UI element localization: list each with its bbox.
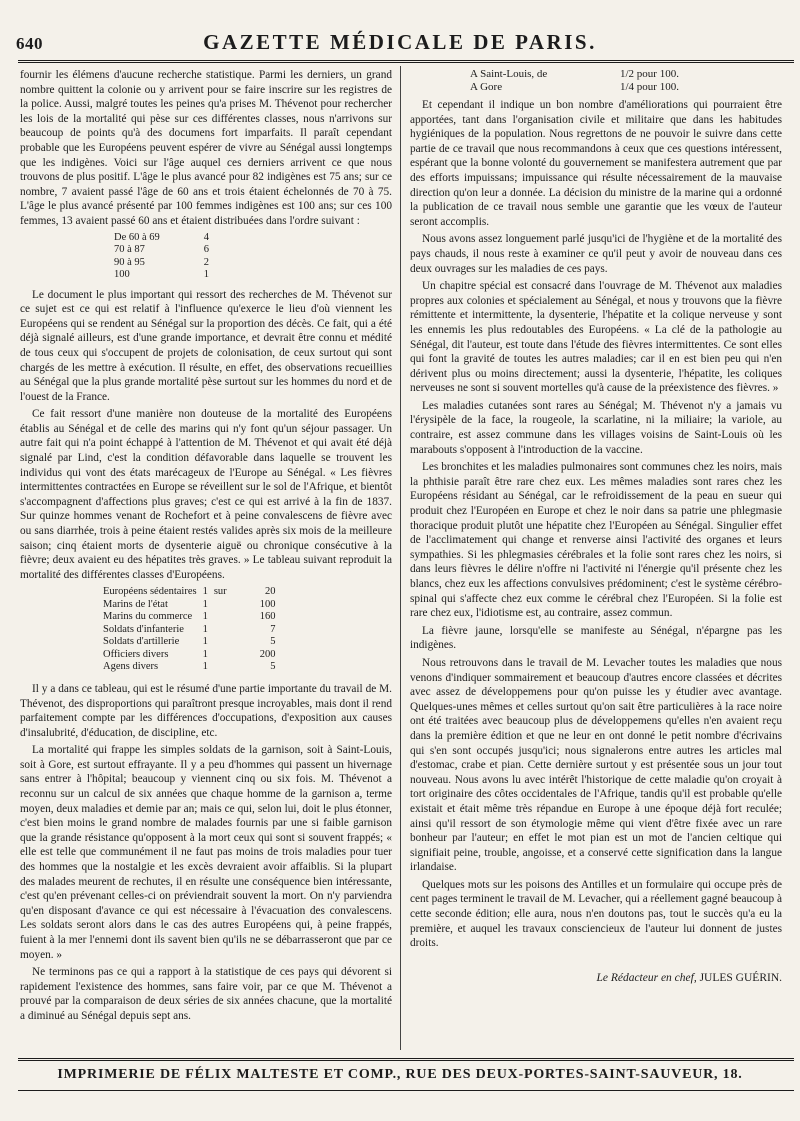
- left-paragraph-2: Le document le plus important qui ressort des recherches de M. Thévenot sur ce sujet est ce qui est relatif à l'influence qu'exerce le lieu d'où viennent les Européens qui se rendent au Sénégal sur la proportion des décès. Ce fait, qui a été déjà signalé ailleurs, est d'une grande importance, et devrait être connu et médité de tous ceux qui s'occupent de projets de colonisation, de ceux surtout qui sont chargés de les mettre à exécution. Il résulte, en effet, des observations recueillies au Sénégal que la plus grande mortalité pèse surtout sur les hommes du nord et de l'ouest de la France.: [20, 288, 392, 403]
- mortality-row: [100, 586, 278, 599]
- mortality-sep: [211, 636, 230, 649]
- mortality-class: Agens divers: [103, 661, 159, 673]
- right-paragraph-7: Nous retrouvons dans le travail de M. Levacher toutes les maladies que nous venons d'indiquer sommairement et beaucoup d'autres encore classées et décrites avec assez de développemens pour qu'on puisse les y étudier avec avantage. Quelques-unes mêmes et celles surtout qu'on sait être particulières à la race noire ont été traitées avec beaucoup plus de développemens qu'elles n'en avaient reçu dans la première édition et que ne leur en ont donné le petit nombre d'écrivains qui s'en sont occupés jusqu'ici; nous signalerons entre autres les articles mal d'estomac, crabe et pian. Cette dernière surtout y est présentée sous un jour tout nouveau. Nous avons lu avec intérêt l'historique de cette maladie qu'on croyait à tort originaire des côtes occidentales de l'Afrique, tandis qu'il est probable qu'elle existait et était même très répandue en Europe à une époque déjà fort reculée; ainsi qu'il ressort de son étymologie même qui vient d'être fixée avec un rare bonheur par l'auteur; en effet le mot pian est un mot de l'ancien celtique qui signifiait peine, trouble, angoisse, et a conservé cette signification dans la langue irlandaise.: [410, 656, 782, 874]
- mortality-value: 5: [270, 661, 276, 673]
- left-column: [20, 68, 392, 1048]
- mortality-class: Soldats d'infanterie: [103, 623, 184, 635]
- mortality-sep: [211, 661, 230, 674]
- mortality-row: [100, 624, 278, 637]
- age-row: [110, 257, 213, 270]
- mortality-row: [100, 611, 278, 624]
- printer-imprint: IMPRIMERIE DE FÉLIX MALTESTE ET COMP., RUE DES DEUX-PORTES-SAINT-SAUVEUR, 18.: [57, 1067, 743, 1082]
- rate-value: 1/4 pour 100.: [620, 81, 679, 93]
- right-paragraph-8: Quelques mots sur les poisons des Antilles et un formulaire qui occupe près de cent pages terminent le travail de M. Levacher, qui a réellement gagné beaucoup à cette seconde édition; elle aura, nous n'en doutons pas, tout le succès qu'a eu la première, et auquel les travaux consciencieux de l'auteur lui donnent de justes droits.: [410, 878, 782, 950]
- mortality-value: 20: [264, 586, 276, 598]
- rate-row: [470, 81, 782, 94]
- mortality-ratio: 1: [202, 661, 208, 673]
- age-range: De 60 à 69: [114, 231, 160, 243]
- mortality-ratio: 1: [202, 611, 208, 623]
- left-paragraph-3: Ce fait ressort d'une manière non douteuse de la mortalité des Européens établis au Sénégal et de celle des marins qui n'y font qu'un séjour passager. Un autre fait qui n'a point échappé à l'attention de M. Thévenot et qui avait été déjà signalé par Lind, c'est la condition défavorable dans laquelle se trouvent les individus qui vont des états marécageux de l'Europe au Sénégal. « Les fièvres intermittentes contractées en Europe se réveillent sur le sol de l'Afrique, et bientôt s'accompagnent d'affections plus graves; c'est ce qui est arrivé à la fin de 1837. Sur quinze hommes venant de Rochefort et à peine convalescens de fièvre avec ou sans diarrhée, trois à peine étaient restés valides après six mois de la meilleure saison; cinq étaient morts de dysenterie aiguë ou chronique consécutive à la fièvre; deux avaient eu des hépatites très graves. » Le tableau suivant reproduit la mortalité des différentes classes d'Européens.: [20, 408, 392, 581]
- rate-place: A Gore: [470, 81, 503, 93]
- rate-row: [470, 68, 782, 81]
- right-column: [410, 68, 782, 1048]
- rate-value: 1/2 pour 100.: [620, 68, 679, 80]
- age-count: 2: [203, 256, 210, 268]
- page-number: 640: [16, 34, 43, 53]
- mortality-sep: sur: [213, 586, 227, 598]
- age-count: 6: [203, 244, 210, 256]
- mortality-sep: [211, 611, 230, 624]
- age-count: 1: [203, 269, 210, 281]
- right-paragraph-6: La fièvre jaune, lorsqu'elle se manifeste au Sénégal, n'épargne pas les indigènes.: [410, 624, 782, 652]
- column-divider: [400, 66, 401, 1050]
- mortality-sep: [211, 649, 230, 662]
- journal-title: GAZETTE MÉDICALE DE PARIS.: [203, 30, 597, 54]
- rate-place: A Saint-Louis, de: [470, 68, 548, 80]
- age-row: [110, 269, 213, 282]
- age-row: [110, 244, 213, 257]
- right-paragraph-5: Les bronchites et les maladies pulmonaires sont communes chez les noirs, mais la phthisie paraît être rare chez eux. Les mêmes maladies sont rares chez les Européens résidant au Sénégal, car le refroidissement de la peau en sueur qui produit chez l'Européen en Europe et chez le noir dans sa patrie une phlegmasie thoracique produit plutôt une hépatite chez l'Européen au Sénégal. Singulier effet de l'acclimatement qui change et renverse ainsi l'activité des organes et leurs sympathies. Si les phlegmasies cérébrales et la folie sont rares chez les noirs, si dans leurs fièvres le délire n'offre ni l'activité ni l'énergie qu'il présente chez les blancs, chez eux les affections convulsives prédominent; c'est le système cérébro-spinal qui s'affecte chez eux comme le cérébral chez l'Européen. Si la folie est rare chez eux, l'idiotisme est, au contraire, assez commun.: [410, 461, 782, 620]
- mortality-ratio: 1: [202, 648, 208, 660]
- mortality-value: 100: [259, 598, 276, 610]
- mortality-value: 7: [270, 623, 276, 635]
- mortality-value: 160: [259, 611, 276, 623]
- left-paragraph-1: fournir les élémens d'aucune recherche statistique. Parmi les derniers, un grand nombre quittent la colonie ou y arrivent pour se faire inscrire sur les registres de la police. Aussi, malgré toutes les peines qu'a prises M. Thévenot pour rechercher les lois de la mortalité qui pèse sur ces différentes classes, nous n'arrivons sur beaucoup de points qu'à des documens fort imparfaits. Il paraît cependant probable que les Européens peuvent espérer de vivre au Sénégal aussi longtemps que les indigènes. Voici sur l'âge auquel ces derniers arrivent ce que nous trouvons de plus positif. L'âge le plus avancé pour 82 indigènes est 75 ans; sur ce nombre, 7 avaient passé l'âge de 60 ans et trois étaient échelonnés de 70 à 75. L'âge le plus avancé présenté par 100 femmes indigènes est 100 ans; sur ces 100 femmes, 13 avaient passé 60 ans et étaient distribuées dans l'ordre suivant :: [20, 69, 392, 227]
- right-paragraph-4: Les maladies cutanées sont rares au Sénégal; M. Thévenot n'y a jamais vu l'érysipèle de la face, la rougeole, la scarlatine, ni la miliaire; la variole, au contraire, est assez commune dans les villages voisins de Saint-Louis où les marabouts s'opposent à l'introduction de la vaccine.: [410, 399, 782, 456]
- mortality-ratio: 1: [202, 586, 208, 598]
- right-paragraph-2: Nous avons assez longuement parlé jusqu'ici de l'hygiène et de la mortalité des pays chauds, il nous reste à examiner ce qu'il peut y avoir de nouveau dans ces deux ouvrages sur les maladies de ces pays.: [410, 233, 782, 275]
- mortality-class: Marins du commerce: [103, 611, 193, 623]
- mortality-ratio: 1: [202, 598, 208, 610]
- age-range: 100: [114, 269, 130, 281]
- age-table: [110, 232, 213, 282]
- left-paragraph-4: Il y a dans ce tableau, qui est le résumé d'une partie importante du travail de M. Thévenot, des disproportions qui paraîtront presque incroyables, mais dont il rend parfaitement compte par les différences d'occupations, d'exposition aux causes d'insalubrité, d'éducation, de discipline, etc.: [20, 682, 392, 739]
- mortality-value: 200: [259, 648, 276, 660]
- age-count: 4: [203, 231, 210, 243]
- age-range: 90 à 95: [114, 256, 145, 268]
- mortality-sep: [211, 624, 230, 637]
- signature-name: JULES GUÉRIN.: [699, 971, 782, 984]
- age-row: [110, 232, 213, 245]
- mortality-row: [100, 661, 278, 674]
- right-paragraph-3: Un chapitre spécial est consacré dans l'ouvrage de M. Thévenot aux maladies propres aux colonies et spécialement au Sénégal, et nous y trouvons que la fièvre rémittente et intermittente, la dysenterie, l'hépatite et la colique nerveuse y sont les ennemis les plus redoutables des Européens. « La clé de la pathologie au Sénégal, dit l'auteur, est toute dans l'étude des fièvres intermittentes. Ce sont elles qui font la gravité de toutes les autres maladies; car il en est bien peu qui n'en dérivent plus ou moins directement; aussi la dysenterie, l'hépatite, les coliques nerveuses ne sont si souvent mortelles qu'à cause de la préexistence des fièvres. »: [410, 280, 782, 395]
- mortality-class: Soldats d'artillerie: [103, 636, 180, 648]
- mortality-row: [100, 636, 278, 649]
- footer-rule: [18, 1058, 794, 1061]
- mortality-sep: [211, 599, 230, 612]
- mortality-value: 5: [270, 636, 276, 648]
- mortality-row: [100, 649, 278, 662]
- signature: [410, 971, 782, 986]
- mortality-ratio: 1: [202, 636, 208, 648]
- mortality-class: Européens sédentaires: [103, 586, 197, 598]
- mortality-ratio: 1: [202, 623, 208, 635]
- footer-rule-bottom: [18, 1090, 794, 1091]
- left-paragraph-5: La mortalité qui frappe les simples soldats de la garnison, soit à Saint-Louis, soit à Gore, est surtout effrayante. Il y a peu d'hommes qui passent un hivernage sans entrer à l'hôpital; beaucoup y viennent cinq ou six fois. M. Thévenot a reconnu sur un calcul de six années que chaque homme de la garnison a, terme moyen, deux maladies et demie par an; mais ce qui, selon lui, doit le plus étonner, c'est bien moins le grand nombre de malades fournis par une si faible garnison que la grande résistance qu'opposent à la mort ceux qui sont si souvent frappés; « elle est telle que communément il ne faut pas moins de trois maladies pour tuer des hommes que la nostalgie et les excès devraient avoir affaiblis. Si la plupart des malades meurent de rechutes, il en résulte une conséquence bien intéressante, c'est qu'en prévenant celles-ci on préviendrait souvent la mort. On n'y parviendra qu'en disposant d'avance ce qui est nécessaire à l'évacuation des convalescens. Les soldats seront alors dans le cas des autres Européens qui, à peine frappés, fuient à la mer l'ennemi dont ils savent bien qu'ils ne se débarrasseront que par ce moyen. »: [20, 744, 392, 961]
- mortality-table: [100, 586, 278, 674]
- mortality-rates: [470, 68, 782, 94]
- left-paragraph-6: Ne terminons pas ce qui a rapport à la statistique de ces pays qui dévorent si rapidement l'existence des hommes, sans faire voir, par ce que M. Thévenot a prouvé par la comparaison de deux séries de six années chacune, que la mortalité a diminué au Sénégal depuis sept ans.: [20, 966, 392, 1022]
- mortality-row: [100, 599, 278, 612]
- age-range: 70 à 87: [114, 244, 145, 256]
- mortality-class: Officiers divers: [103, 648, 169, 660]
- signature-role: Le Rédacteur en chef,: [596, 971, 697, 984]
- mortality-class: Marins de l'état: [103, 598, 168, 610]
- right-paragraph-1: Et cependant il indique un bon nombre d'améliorations qui pourraient être apportées, tant dans l'organisation civile et militaire que dans les habitudes hygiéniques de la population. Nous regrettons de ne pouvoir le suivre dans cette partie de ce travail que nous recommandons à ceux que ces questions intéressent, espérant que la bonne volonté du gouvernement se manifestera autrement que par des efforts impuissans; impuissance qui résulte nécessairement de la mauvaise direction qu'on leur a donnée. La décision du ministre de la marine qui a ordonné la publication de ce travail nous semble une garantie que les vœux de l'auteur seront accomplis.: [410, 99, 782, 228]
- header-rule: [18, 60, 794, 65]
